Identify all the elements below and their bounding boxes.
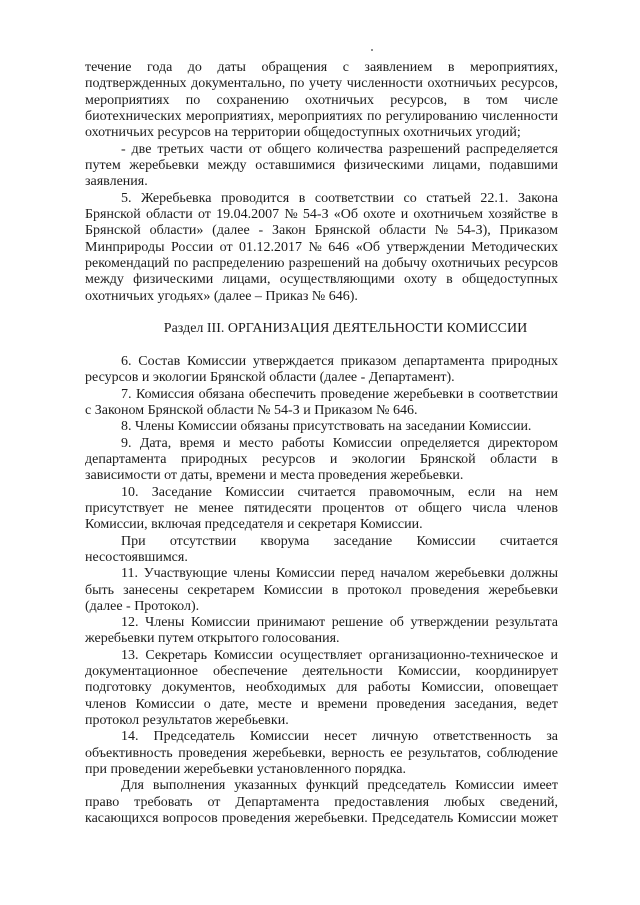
paragraph-item-10 (85, 485, 558, 534)
text-line: подготовку документов, необходимых для работы Комиссии, оповещает (85, 680, 558, 696)
text-line: путем жеребьевки между оставшимися физическими лицами, подавшими (85, 157, 558, 173)
paragraph-item-6 (85, 354, 558, 387)
paragraph-item-13 (85, 648, 558, 730)
text-line: мероприятиях по сохранению охотничьих ресурсов, в том числе (85, 92, 558, 108)
paragraph-item-7 (85, 387, 558, 420)
text-line: жеребьевки путем открытого голосования. (85, 631, 340, 647)
text-line: членов Комиссии о дате, месте и времени проведения заседания, ведет (85, 696, 558, 712)
paragraph-quorum (85, 534, 558, 567)
text-line: биотехнических мероприятиях, мероприятиях по регулированию численности (85, 108, 558, 124)
text-line: 13. Секретарь Комиссии осуществляет организационно-техническое и (121, 647, 558, 663)
text-line: Минприроды России от 01.12.2017 № 646 «Об утверждении Методических (85, 239, 558, 255)
scan-speck (371, 49, 373, 51)
text-line: Брянской области от 19.04.2007 № 54-З «Об охоте и охотничьем хозяйстве в (85, 206, 558, 222)
paragraph-item-9 (85, 436, 558, 485)
text-line: объективность проведения жеребьевки, верность ее результатов, соблюдение (85, 745, 558, 761)
text-line: 14. Председатель Комиссии несет личную ответственность за (121, 729, 558, 745)
text-line: Для выполнения указанных функций председатель Комиссии имеет (121, 778, 558, 794)
text-line: заявления. (85, 174, 148, 190)
paragraph-list-item (85, 142, 558, 191)
text-line: несостоявшимся. (85, 549, 188, 565)
text-column (85, 60, 558, 827)
text-line: с Законом Брянской области № 54-З и Приказом № 646. (85, 402, 418, 418)
section-heading: Раздел III. ОРГАНИЗАЦИЯ ДЕЯТЕЛЬНОСТИ КОМИССИИ (163, 321, 528, 337)
text-line: касающихся вопросов проведения жеребьевки. Председатель Комиссии может (85, 811, 558, 827)
text-line: охотничьих ресурсов на территории общедоступных охотничьих угодий; (85, 125, 521, 141)
paragraph-item-12 (85, 615, 558, 648)
text-line: 6. Состав Комиссии утверждается приказом департамента природных (121, 353, 558, 369)
text-line: охотничьих угодьях» (далее – Приказ № 646). (85, 288, 358, 304)
text-line: 7. Комиссия обязана обеспечить проведение жеребьевки в соответствии (121, 386, 558, 402)
text-line: Брянской области» (далее - Закон Брянской области № 54-З), Приказом (85, 223, 558, 239)
text-line: При отсутствии кворума заседание Комиссии считается (121, 533, 558, 549)
text-line: 10. Заседание Комиссии считается правомочным, если на нем (121, 484, 558, 500)
text-line: течение года до даты обращения с заявлением в мероприятиях, (85, 60, 558, 75)
text-line: 9. Дата, время и место работы Комиссии определяется директором (121, 435, 558, 451)
paragraph-chair-rights (85, 778, 558, 827)
text-line: быть занесены секретарем Комиссии в протокол проведения жеребьевки (85, 582, 558, 598)
text-line: (далее - Протокол). (85, 598, 200, 614)
paragraph-item-14 (85, 729, 558, 778)
text-line: департамента природных ресурсов и экологии Брянской области в (85, 451, 558, 467)
paragraph-item-5 (85, 191, 558, 305)
text-line: присутствует не менее пятидесяти процентов от общего числа членов (85, 500, 558, 516)
text-line: между физическими лицами, осуществляющими охоту в общедоступных (85, 272, 558, 288)
text-line: 12. Члены Комиссии принимают решение об утверждении результата (121, 615, 558, 631)
text-line: 5. Жеребьевка проводится в соответствии со статьей 22.1. Закона (121, 190, 558, 206)
text-line: подтвержденных документально, по учету численности охотничьих ресурсов, (85, 76, 558, 92)
text-line: ресурсов и экологии Брянской области (далее - Департамент). (85, 370, 455, 386)
text-line: право требовать от Департамента предоставления любых сведений, (85, 794, 558, 810)
text-line: документационное обеспечение деятельности Комиссии, координирует (85, 664, 558, 680)
text-line: при проведении жеребьевки установленного порядка. (85, 762, 406, 778)
text-line: зависимости от даты, времени и места проведения жеребьевки. (85, 468, 464, 484)
text-line: 11. Участвующие члены Комиссии перед началом жеребьевки должны (121, 566, 558, 582)
text-line: 8. Члены Комиссии обязаны присутствовать на заседании Комиссии. (121, 419, 532, 435)
text-line: - две третьих части от общего количества разрешений распределяется (121, 141, 558, 157)
text-line: протокол результатов жеребьевки. (85, 713, 289, 729)
text-line: рекомендаций по распределению разрешений на добычу охотничьих ресурсов (85, 255, 558, 271)
paragraph-item-11 (85, 566, 558, 615)
paragraph-continuation (85, 60, 558, 142)
paragraph-item-8 (85, 419, 558, 435)
text-line: Комиссии, включая председателя и секретаря Комиссии. (85, 517, 423, 533)
